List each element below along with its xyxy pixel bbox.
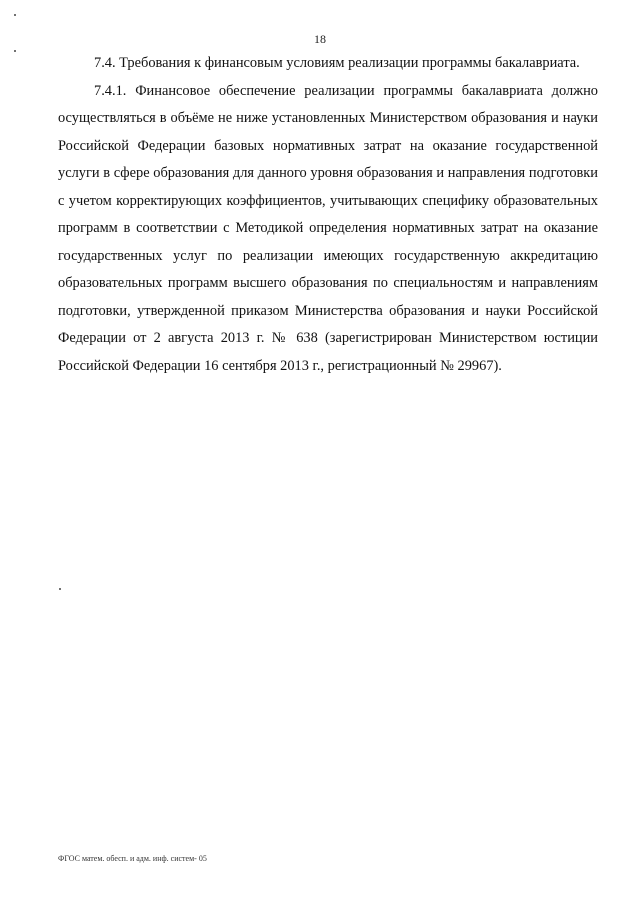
section-paragraph: 7.4.1. Финансовое обеспечение реализации программы бакалавриата должно осуществляться в объёме не ниже установленных Министерством образования и науки Российской Федерации базовых нормативных затрат на оказание государственной услуги в сфере образования для данного уровня образования и направления подготовки с учетом корректирующих коэффициентов, учитывающих специфику образовательных программ в соответствии с Методикой определения нормативных затрат на оказание государственных услуг по реализации имеющих государственную аккредитацию образовательных программ высшего образования по специальностям и направлениям подготовки, утвержденной приказом Министерства образования и науки Российской Федерации от 2 августа 2013 г. № 638 (зарегистрирован Министерством юстиции Российской Федерации 16 сентября 2013 г., регистрационный № 29967). [58,82,598,374]
document-body [58,50,598,380]
scan-speck [14,50,16,52]
page-number: 18 [314,32,326,46]
footer-code: ФГОС матем. обесп. и адм. инф. систем- 05 [58,854,207,863]
scan-speck [14,14,16,16]
scan-speck [59,588,61,590]
section-heading: 7.4. Требования к финансовым условиям реализации программы бакалавриата. [94,55,580,71]
